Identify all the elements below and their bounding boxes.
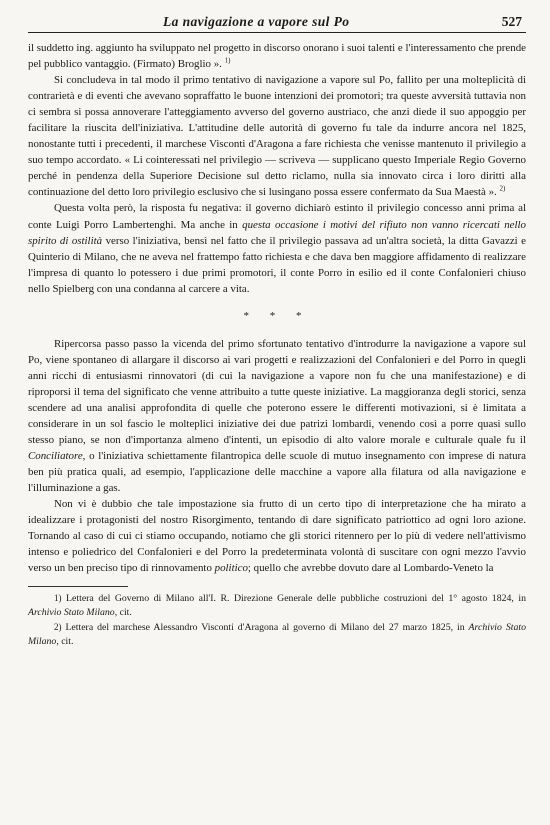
footnote-text: Lettera del Governo di Milano all'I. R. Direzione Generale delle pubbliche costruzioni del 1° agosto 1824, in	[66, 593, 526, 605]
page-number: 527	[501, 14, 522, 29]
footnote	[28, 620, 526, 649]
footnote-text: , cit.	[56, 636, 74, 648]
footnote-italic: Archivio Stato Milano	[28, 607, 115, 619]
footnote-divider	[28, 586, 128, 587]
footnote-number: 1)	[54, 593, 62, 604]
paragraph-italic: questa occasione i motivi del rifiuto non vanno ricercati nello spirito di ostilità	[28, 218, 527, 247]
paragraph-text: , o l'iniziativa schiettamente filantropica delle scuole di mutuo insegnamento con imprese di natura ben più pratica quali, ad esempio, l'applicazione delle macchine a vapore alla filatura od alla navigazione e l'illuminazione a gas.	[28, 450, 526, 495]
paragraph-text: Ripercorsa passo passo la vicenda del primo sfortunato tentativo d'introdurre la navigazione a vapore sul Po, viene spontaneo di allargare il discorso ai vari progetti e realizzazioni del Confalonieri e del Porro in quegli anni ricchi di entusiasmi rinnovatori (di cui la navigazione a vapore non fu che una manifestazione) e di riproporsi il tema del significato che venne attribuito a tutte queste iniziative. La maggioranza degli storici, senza scendere ad una analisi approfondita di quelle che poterono essere le differenti motivazioni, si è limitata a considerare in un sol fascio le molteplici iniziative dei due patrizi lombardi, venendo così a porre quasi sullo stesso piano, se non d'importanza almeno d'intenti, un episodio di alto valore morale e culturale quale fu il	[28, 337, 526, 447]
paragraph	[28, 496, 526, 576]
paragraph-text: verso l'iniziativa, bensì nel fatto che il privilegio passava ad un'altra società, la ditta Gavazzi e Quinterio di Milano, che ne aveva nel frattempo fatto richiesta e che dava ben maggiore affidamento di realizzare l'impresa di quanto lo potessero i due primi promotori, il conte Porro in esilio ed il conte Confalonieri chiuso nello Spielberg con una condanna al carcere a vita.	[28, 234, 526, 295]
footnote-ref[interactable]: 2)	[499, 184, 506, 193]
paragraph-text: il suddetto ing. aggiunto ha sviluppato nel progetto in discorso onorano i suoi talenti e l'interessamento che prende pel pubblico vantaggio. (Firmato) Broglio ».	[28, 42, 526, 71]
footnote-text: Lettera del marchese Alessandro Visconti d'Aragona al governo di Milano del 27 marzo 1825, in	[65, 622, 465, 634]
paragraph-italic: politico	[214, 562, 248, 575]
paragraph	[28, 72, 526, 200]
paragraph-text: Questa volta però, la risposta fu negativa: il governo dichiarò estinto il privilegio concesso anni prima al conte Luigi Porro Lambertenghi. Ma anche in	[28, 202, 526, 231]
paragraph-italic: Conciliatore	[28, 450, 83, 463]
paragraph	[28, 40, 526, 72]
running-title: La navigazione a vapore sul Po	[163, 14, 350, 29]
paragraph	[28, 336, 526, 496]
paragraph	[28, 200, 526, 296]
page-header	[28, 14, 526, 33]
paragraph-text: ; quello che avrebbe dovuto dare al Lombardo-Veneto la	[247, 562, 494, 575]
footnote-text: , cit.	[114, 607, 132, 619]
paragraph-text: Si concludeva in tal modo il primo tentativo di navigazione a vapore sul Po, fallito per una molteplicità di contrarietà e di eventi che avevano sopraffatto le buone intenzioni dei promotori; tra queste avversità tuttavia non ci sembra si possa annoverare l'atteggiamento avverso del governo austriaco, che anzi diede il suo appoggio per facilitare la riuscita dell'iniziativa. L'attitudine delle autorità di governo fu tale da indurre ancora nel 1825, nonostante tutti i precedenti, il marchese Visconti d'Aragona a fare richiesta che venisse mantenuto il privilegio a suo tempo accordato. « Li cointeressati nel privilegio — scriveva — supplicano questo Imperiale Regio Governo perché in pendenza della Superiore Decisione sul detto riclamo, nulla sia innovato circa i loro diritti alla continuazione del detto loro privilegio esclusivo che si lusingano possa essere confermato da Sua Maestà ».	[28, 74, 526, 199]
footnote-number: 2)	[54, 622, 62, 633]
footnote	[28, 591, 526, 620]
footnote-italic: Archivio Stato Milano	[28, 622, 526, 648]
paragraph-text: Non vi è dubbio che tale impostazione sia frutto di un certo tipo di interpretazione che ha mirato a idealizzare i protagonisti del nostro Risorgimento, tentando di dare significato patriottico ad ogni loro azione. Tornando al caso di cui ci stiamo occupando, notiamo che gli storici ritennero per lo più di vedere nell'attivismo intenso e poliedrico del Confalonieri e del Porro la predeterminata volontà di suscitare con ogni mezzo l'avvio verso un ben preciso tipo di rinnovamento	[28, 498, 526, 575]
footnotes	[28, 591, 526, 649]
main-text	[28, 40, 526, 576]
section-separator: * * *	[243, 309, 311, 322]
footnote-ref[interactable]: 1)	[224, 56, 231, 65]
